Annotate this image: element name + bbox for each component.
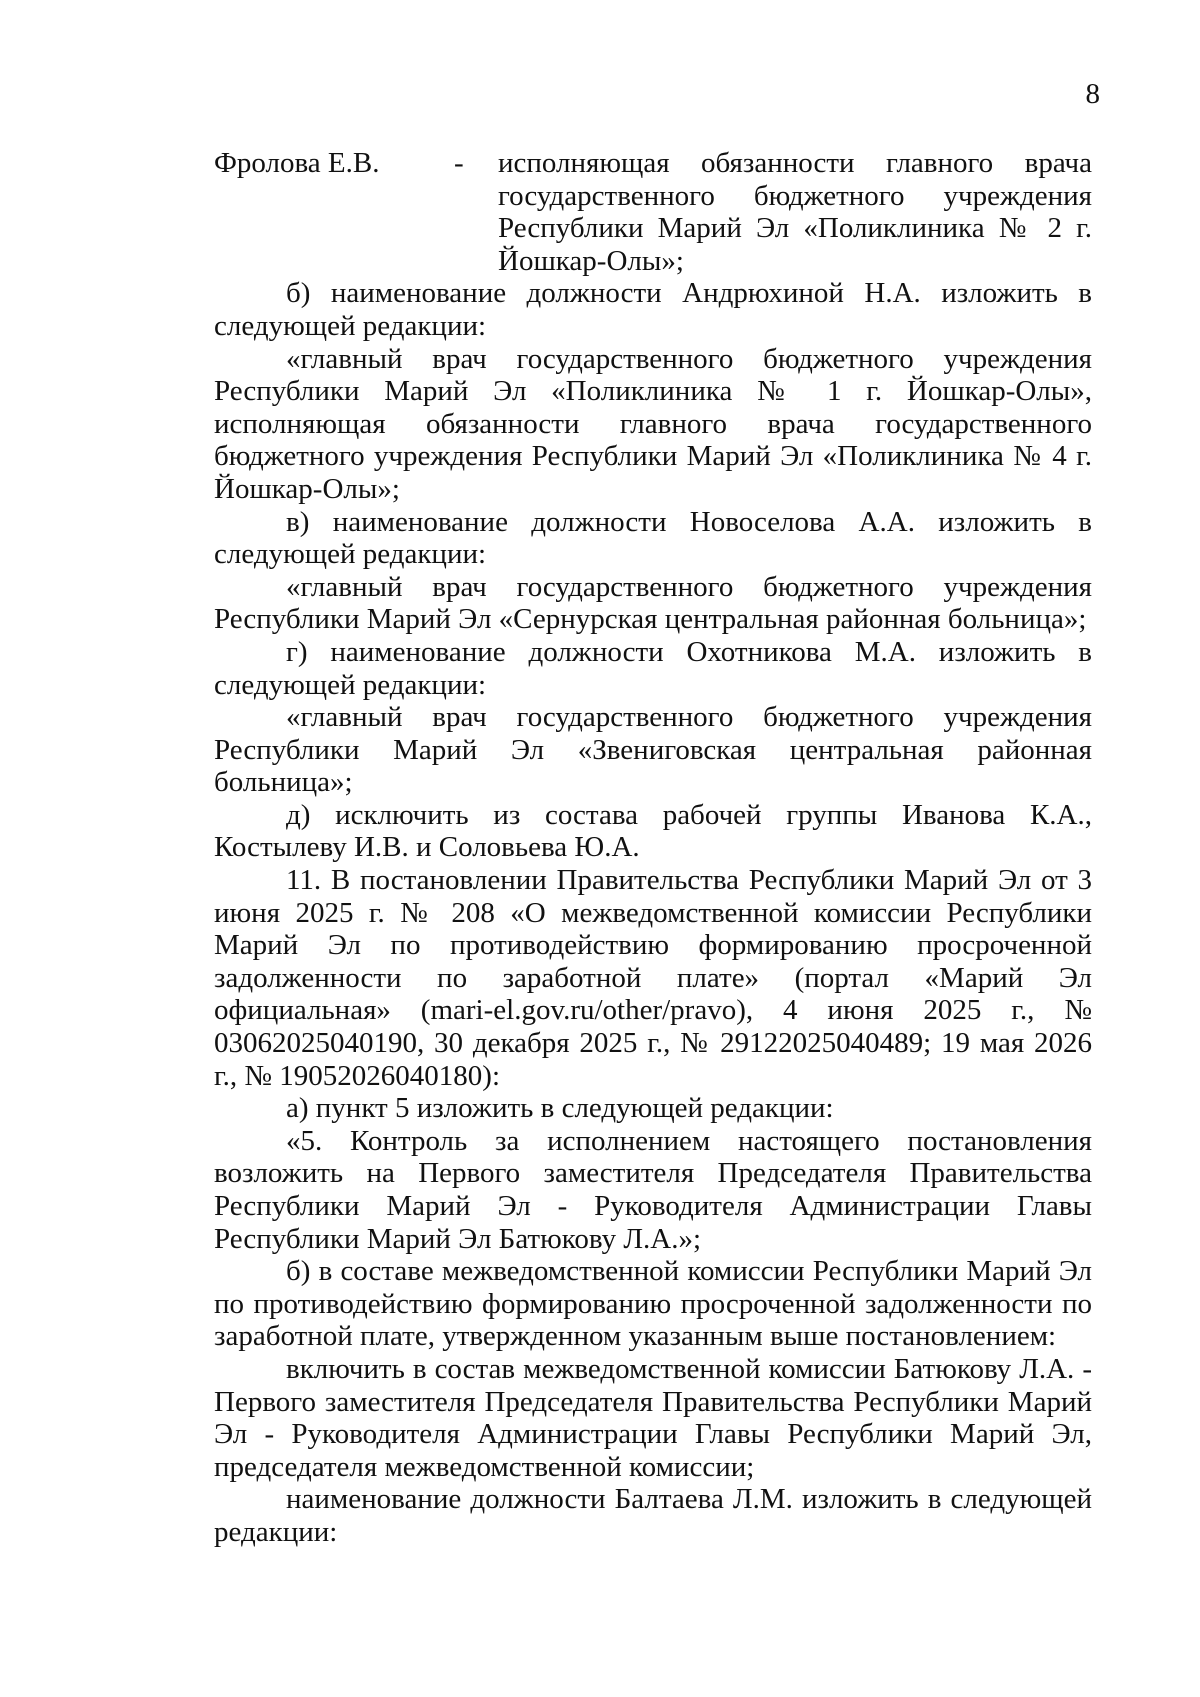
paragraph-11: 11. В постановлении Правительства Республики Марий Эл от 3 июня 2025 г. № 208 «О межведомственной комиссии Республики Марий Эл по противодействию формированию просроченной задолженности по заработной плате» (портал «Марий Эл официальная» (mari-el.gov.ru/other/pravo), 4 июня 2025 г., № 03062025040190, 30 декабря 2025 г., № 29122025040489; 19 мая 2026 г., № 19052026040180): [214, 864, 1092, 1092]
member-entry [214, 147, 1092, 277]
paragraph-g-text: «главный врач государственного бюджетного учреждения Республики Марий Эл «Звениговская центральная районная больница»; [214, 701, 1092, 799]
paragraph-v-text: «главный врач государственного бюджетного учреждения Республики Марий Эл «Сернурская центральная районная больница»; [214, 570, 1092, 636]
member-role: исполняющая обязанности главного врача государственного бюджетного учреждения Республики Марий Эл «Поликлиника № 2 г. Йошкар-Олы»; [498, 147, 1092, 277]
paragraph-b-text: «главный врач государственного бюджетного учреждения Республики Марий Эл «Поликлиника № 1 г. Йошкар-Олы», исполняющая обязанности главного врача государственного бюджетного учреждения Республики Марий Эл «Поликлиника № 4 г. Йошкар-Олы»; [214, 342, 1092, 505]
paragraph-b: б) наименование должности Андрюхиной Н.А. изложить в следующей редакции: [214, 277, 1092, 342]
paragraph-11-a: а) пункт 5 изложить в следующей редакции: [286, 1092, 834, 1125]
paragraph-g: г) наименование должности Охотникова М.А. изложить в следующей редакции: [214, 635, 1092, 701]
member-dash: - [454, 147, 464, 179]
paragraph-11-a-text: «5. Контроль за исполнением настоящего постановления возложить на Первого заместителя Председателя Правительства Республики Марий Эл - Руководителя Администрации Главы Республики Марий Эл Батюкову Л.А.»; [214, 1124, 1092, 1255]
paragraph-v: в) наименование должности Новоселова А.А. изложить в следующей редакции: [214, 505, 1092, 571]
paragraph-11-b-include: включить в состав межведомственной комиссии Батюкову Л.А. - Первого заместителя Председателя Правительства Республики Марий Эл - Руководителя Администрации Главы Республики Марий Эл, председателя межведомственной комиссии; [214, 1352, 1092, 1483]
paragraph-d: д) исключить из состава рабочей группы Иванова К.А., Костылеву И.В. и Соловьева Ю.А. [214, 798, 1092, 864]
paragraph-11-b-rename: наименование должности Балтаева Л.М. изложить в следующей редакции: [214, 1483, 1092, 1548]
member-name: Фролова Е.В. [214, 147, 380, 179]
document-body [214, 147, 1092, 1549]
page-number: 8 [1085, 78, 1100, 110]
paragraph-11-b: б) в составе межведомственной комиссии Республики Марий Эл по противодействию формированию просроченной задолженности по заработной плате, утвержденном указанным выше постановлением: [214, 1255, 1092, 1353]
